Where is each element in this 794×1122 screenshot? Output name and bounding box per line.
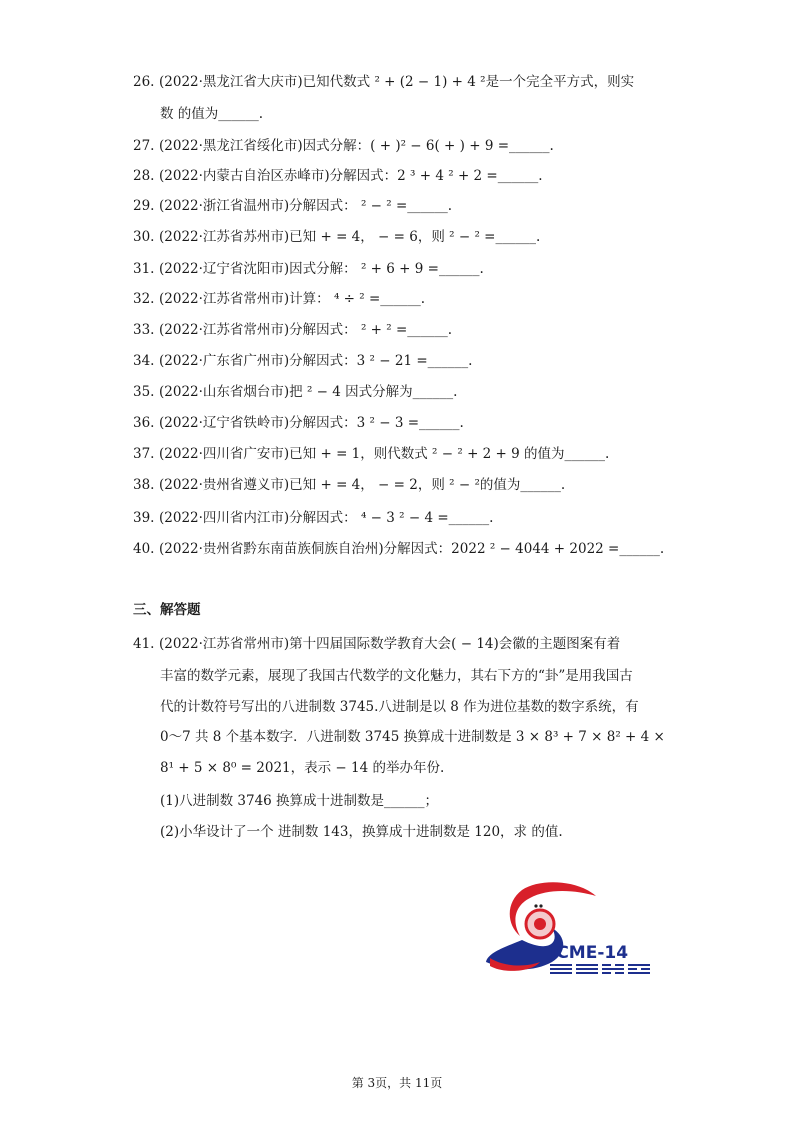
question-32: 32. (2022·江苏省常州市)计算： ⁴ ÷ ² =______.	[133, 291, 426, 307]
question-29: 29. (2022·浙江省温州市)分解因式： ² − ² =______.	[133, 198, 453, 214]
question-31: 31. (2022·辽宁省沈阳市)因式分解： ² + 6 + 9 =______.	[133, 261, 484, 277]
logo-dot	[534, 904, 537, 907]
page-footer: 第 3页，共 11页	[351, 1076, 443, 1090]
icme-14-logo	[478, 876, 672, 982]
question-36: 36. (2022·辽宁省铁岭市)分解因式：3 ² − 3 =______.	[133, 415, 464, 431]
question-41-line-3: 代的计数符号写出的八进制数 3745.八进制是以 8 作为进位基数的数字系统，有	[160, 699, 639, 715]
question-41-line-5: 8¹ + 5 × 8⁰ = 2021，表示 − 14 的举办年份.	[160, 760, 445, 776]
question-41-line-2: 丰富的数学元素，展现了我国古代数学的文化魅力，其右下方的“卦”是用我国古	[160, 668, 633, 684]
question-37: 37. (2022·四川省广安市)已知 + = 1，则代数式 ² − ² + 2 + 9 的值为______.	[133, 446, 610, 462]
logo-hexagram-bars	[550, 964, 650, 974]
question-35: 35. (2022·山东省烟台市)把 ² − 4 因式分解为______.	[133, 384, 458, 400]
question-26: 26. (2022·黑龙江省大庆市)已知代数式 ² + (2 − 1) + 4 ²是一个完全平方式，则实	[133, 74, 635, 90]
question-39: 39. (2022·四川省内江市)分解因式： ⁴ − 3 ² − 4 =______.	[133, 510, 494, 526]
question-28: 28. (2022·内蒙古自治区赤峰市)分解因式：2 ³ + 4 ² + 2 =______.	[133, 168, 543, 184]
icme-logo-graphic	[478, 876, 672, 982]
question-41-part-1: (1)八进制数 3746 换算成十进制数是______；	[160, 793, 439, 809]
logo-dot	[539, 904, 542, 907]
question-41-part-2: (2)小华设计了一个 进制数 143，换算成十进制数是 120，求 的值.	[160, 824, 563, 840]
question-41: 41. (2022·江苏省常州市)第十四届国际数学教育大会( − 14)会徽的主题图案有着	[133, 636, 621, 652]
question-30: 30. (2022·江苏省苏州市)已知 + = 4， − = 6，则 ² − ² =______.	[133, 229, 541, 245]
question-34: 34. (2022·广东省广州市)分解因式：3 ² − 21 =______.	[133, 353, 473, 369]
question-40: 40. (2022·贵州省黔东南苗族侗族自治州)分解因式：2022 ² − 4044 + 2022 =______.	[133, 541, 665, 557]
logo-text: ICME-14	[550, 943, 629, 963]
section-title: 三、解答题	[133, 602, 201, 618]
question-26-continuation: 数 的值为______.	[160, 106, 264, 122]
question-33: 33. (2022·江苏省常州市)分解因式： ² + ² =______.	[133, 322, 453, 338]
question-27: 27. (2022·黑龙江省绥化市)因式分解：( + )² − 6( + ) + 9 =______.	[133, 138, 554, 154]
question-41-line-4: 0～7 共 8 个基本数字．八进制数 3745 换算成十进制数是 3 × 8³ + 7 × 8² + 4 ×	[160, 729, 665, 745]
logo-center-dot	[534, 918, 546, 930]
question-38: 38. (2022·贵州省遵义市)已知 + = 4， − = 2，则 ² − ²的值为______.	[133, 477, 566, 493]
